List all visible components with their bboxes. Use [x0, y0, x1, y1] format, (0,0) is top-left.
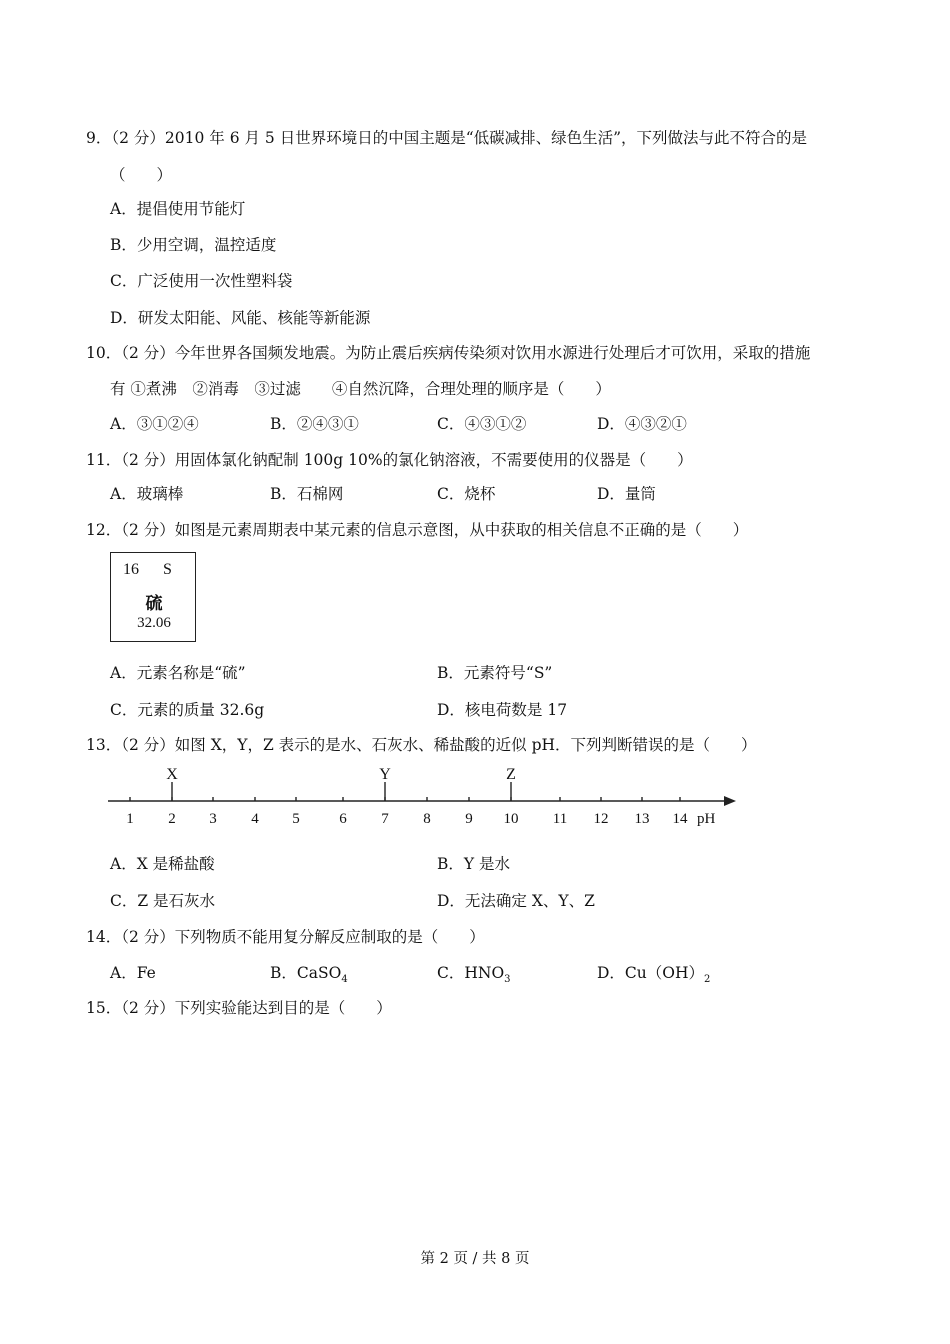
ph-tick-label: 2 [168, 811, 176, 827]
q14-stem: 14．（2 分）下列物质不能用复分解反应制取的是（ ） [86, 928, 485, 946]
element-name: 硫 [145, 594, 163, 613]
ph-marker-label-x: X [166, 766, 178, 783]
q10-stem: 10．（2 分）今年世界各国频发地震。为防止震后疾病传染须对饮用水源进行处理后才可饮用，采取的措施 [86, 344, 811, 362]
ph-marker-label-y: Y [379, 766, 391, 783]
q11-option-b: B．石棉网 [270, 485, 344, 503]
q14-option-d: D．$Cu(OH)_2$ [597, 964, 711, 986]
element-info-card [110, 552, 196, 642]
q13-option-b: B．Y 是水 [437, 855, 511, 873]
ph-unit-label: pH [697, 811, 716, 827]
q13-option-a: A．X 是稀盐酸 [110, 855, 215, 873]
q14-option-b: B．CaSO$_4$ [270, 964, 348, 986]
q12-option-a: A．元素名称是“硫” [110, 664, 246, 682]
page-footer: 第 2 页 / 共 8 页 [420, 1251, 530, 1267]
q14-option-c: C．$HNO_3$ [437, 964, 511, 986]
q13-option-d: D．无法确定 X、Y、Z [437, 892, 595, 910]
q12-option-c: C．元素的质量 32.6g [110, 701, 265, 719]
ph-tick-label: 12 [593, 811, 609, 827]
q9-stem: 9．（2 分）2010 年 6 月 5 日世界环境日的中国主题是“低碳减排、绿色生活”，下列做法与此不符合的是 [86, 129, 808, 147]
ph-number-line [100, 760, 750, 832]
q9-option-c: C．广泛使用一次性塑料袋 [110, 272, 293, 290]
q12-stem: 12．（2 分）如图是元素周期表中某元素的信息示意图，从中获取的相关信息不正确的是（ ） [86, 521, 749, 539]
q13-option-c: C．Z 是石灰水 [110, 892, 216, 910]
q9-paren: （ ） [110, 166, 173, 184]
ph-tick-label: 14 [672, 811, 688, 827]
ph-marker-label-z: Z [506, 766, 516, 783]
ph-tick-label: 5 [292, 811, 300, 827]
q11-option-d: D．量筒 [597, 485, 656, 503]
q10-option-c: C．④③①② [437, 415, 527, 433]
element-symbol: S [163, 561, 172, 578]
ph-tick-label: 4 [251, 811, 259, 827]
ph-tick-label: 8 [423, 811, 431, 827]
q9-option-a: A．提倡使用节能灯 [110, 200, 246, 218]
q9-option-b: B．少用空调，温控适度 [110, 236, 277, 254]
ph-tick-label: 11 [552, 811, 568, 827]
q11-option-c: C．烧杯 [437, 485, 496, 503]
q15-stem: 15．（2 分）下列实验能达到目的是（ ） [86, 999, 392, 1017]
arrow-right-icon [724, 796, 736, 806]
ph-tick-label: 10 [503, 811, 519, 827]
q11-stem: 11．（2 分）用固体氯化钠配制 100g 10%的氯化钠溶液，不需要使用的仪器是（ ） [86, 451, 693, 469]
ph-tick-label: 13 [634, 811, 650, 827]
ph-tick-label: 6 [339, 811, 347, 827]
ph-tick-label: 1 [126, 811, 134, 827]
element-atomic-number: 16 [123, 561, 139, 578]
q10-option-a: A．③①②④ [110, 415, 199, 433]
ph-tick-label: 9 [465, 811, 473, 827]
ph-tick-label: 7 [381, 811, 389, 827]
q10-option-d: D．④③②① [597, 415, 687, 433]
q12-option-d: D．核电荷数是 17 [437, 701, 568, 719]
q14-option-a: A．Fe [110, 964, 156, 982]
q12-option-b: B．元素符号“S” [437, 664, 553, 682]
q9-option-d: D．研发太阳能、风能、核能等新能源 [110, 309, 371, 327]
q10-option-b: B．②④③① [270, 415, 359, 433]
ph-tick-label: 3 [209, 811, 217, 827]
q11-option-a: A．玻璃棒 [110, 485, 184, 503]
element-mass: 32.06 [137, 615, 171, 631]
q10-cont: 有 ①煮沸 ②消毒 ③过滤 ④自然沉降，合理处理的顺序是（ ） [110, 380, 611, 398]
q13-stem: 13．（2 分）如图 X，Y，Z 表示的是水、石灰水、稀盐酸的近似 pH．下列判断错误的是（ ） [86, 736, 757, 754]
